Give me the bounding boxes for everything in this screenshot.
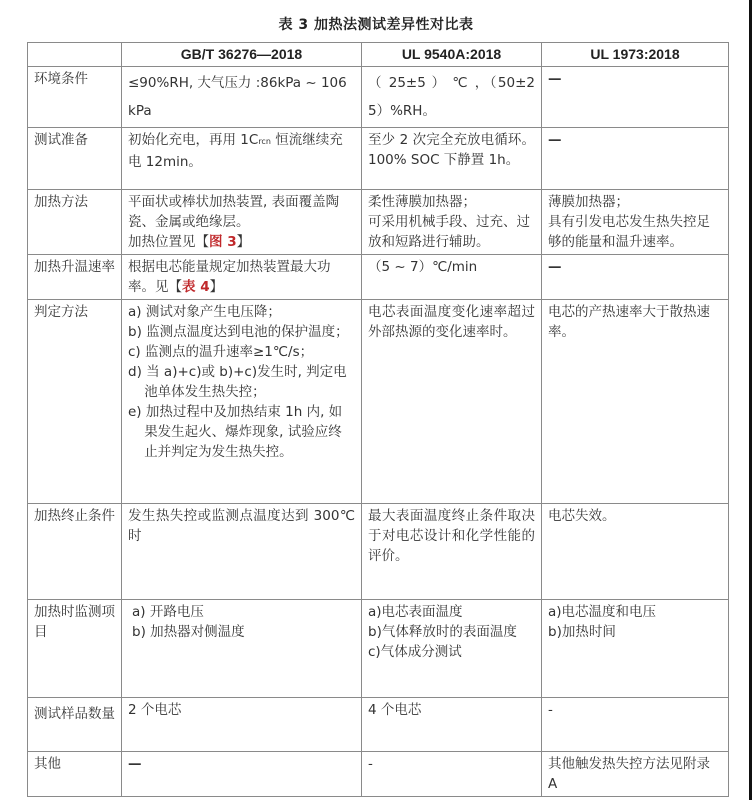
cell-gb [122, 600, 362, 698]
table-reference-link[interactable]: 表 4 [182, 279, 210, 295]
row-label: 加热终止条件 [28, 504, 122, 600]
cell-ul1973: 电芯失效。 [542, 504, 729, 600]
cell-gb: ≤90%RH, 大气压力 :86kPa ~ 106 kPa [122, 67, 362, 128]
cell-ul9540a: 最大表面温度终止条件取决于对电芯设计和化学性能的评价。 [362, 504, 542, 600]
list-item: a) 测试对象产生电压降； [128, 304, 281, 320]
list-item: a) 开路电压 [132, 604, 204, 620]
list-item: b) 加热器对侧温度 [132, 624, 245, 640]
cell-line: 具有引发电芯发生热失控足够的能量和温升速率。 [548, 214, 710, 250]
cell-line: 可采用机械手段、过充、过放和短路进行辅助。 [368, 214, 530, 250]
header-row [28, 43, 729, 67]
cell-ul1973 [542, 67, 729, 128]
cell-ul1973 [542, 600, 729, 698]
row-label: 测试样品数量 [28, 698, 122, 752]
cell-ul9540a: 至少 2 次完全充放电循环。100% SOC 下静置 1h。 [362, 128, 542, 190]
cell-ul1973: 电芯的产热速率大于散热速率。 [542, 300, 729, 504]
cell-text: 初始化充电，再用 1C [128, 132, 259, 148]
cell-ul9540a: （5 ~ 7）℃/min [362, 255, 542, 300]
cell-ul1973 [542, 255, 729, 300]
table-row [28, 504, 729, 600]
cell-text: 】 [209, 279, 224, 295]
table-row [28, 67, 729, 128]
cell-ul1973: 其他触发热失控方法见附录 A [542, 752, 729, 797]
row-label: 其他 [28, 752, 122, 797]
row-label: 环境条件 [28, 67, 122, 128]
cell-line: 柔性薄膜加热器； [368, 194, 476, 210]
cell-text: 根据电芯能量规定加热装置最大功率。见【 [128, 259, 331, 295]
cell-gb [122, 300, 362, 504]
cell-line: 薄膜加热器； [548, 194, 629, 210]
list-item: d) 当 a)+c)或 b)+c)发生时, 判定电池单体发生热失控； [128, 364, 347, 400]
row-label: 加热方法 [28, 190, 122, 255]
table-row [28, 128, 729, 190]
list-item: b)气体释放时的表面温度 [368, 624, 517, 640]
dash-text: — [548, 259, 562, 275]
comparison-table [27, 42, 729, 797]
row-label: 加热升温速率 [28, 255, 122, 300]
cell-ul9540a: 电芯表面温度变化速率超过外部热源的变化速率时。 [362, 300, 542, 504]
cell-line: 平面状或棒状加热装置, 表面覆盖陶瓷、金属或绝缘层。 [128, 194, 340, 230]
cell-ul1973 [542, 190, 729, 255]
cell-gb [122, 128, 362, 190]
cell-ul9540a [362, 600, 542, 698]
list-item: c)气体成分测试 [368, 644, 462, 660]
header-ul9540a: UL 9540A:2018 [362, 43, 542, 67]
list-item: c) 监测点的温升速率≥1℃/s； [128, 344, 314, 360]
cell-ul1973 [542, 128, 729, 190]
cell-gb: 发生热失控或监测点温度达到 300℃时 [122, 504, 362, 600]
cell-text: 加热位置见【 [128, 234, 209, 250]
row-label: 加热时监测项目 [28, 600, 122, 698]
table-row [28, 752, 729, 797]
list-item: a)电芯温度和电压 [548, 604, 657, 620]
header-gb: GB/T 36276—2018 [122, 43, 362, 67]
cell-line [128, 232, 355, 252]
dash-text: — [128, 756, 142, 772]
table-row [28, 300, 729, 504]
cell-ul1973: - [542, 698, 729, 752]
list-item: b)加热时间 [548, 624, 616, 640]
list-item: a)电芯表面温度 [368, 604, 463, 620]
header-ul1973: UL 1973:2018 [542, 43, 729, 67]
table-row [28, 255, 729, 300]
cell-gb [122, 255, 362, 300]
cell-gb [122, 190, 362, 255]
cell-text: 】 [236, 234, 251, 250]
cell-ul9540a: - [362, 752, 542, 797]
row-label: 判定方法 [28, 300, 122, 504]
dash-text: — [548, 132, 562, 148]
table-row [28, 600, 729, 698]
header-blank [28, 43, 122, 67]
cell-ul9540a: 4 个电芯 [362, 698, 542, 752]
list-item: e) 加热过程中及加热结束 1h 内, 如果发生起火、爆炸现象, 试验应终止并判定为发生热失控。 [128, 404, 343, 460]
cell-gb [122, 752, 362, 797]
figure-reference-link[interactable]: 图 3 [209, 234, 237, 250]
list-item: b) 监测点温度达到电池的保护温度； [128, 324, 349, 340]
table-row [28, 698, 729, 752]
cell-gb: 2 个电芯 [122, 698, 362, 752]
cell-ul9540a: （ 25±5 ） ℃ ，（50±25）%RH。 [362, 67, 542, 128]
cell-ul9540a [362, 190, 542, 255]
cell-text: 恒流继续充电 12min。 [128, 132, 343, 170]
dash-text: — [548, 71, 562, 87]
row-label: 测试准备 [28, 128, 122, 190]
subscript-text: rcn [258, 137, 271, 146]
table-row [28, 190, 729, 255]
table-caption: 表 3 加热法测试差异性对比表 [278, 17, 474, 33]
